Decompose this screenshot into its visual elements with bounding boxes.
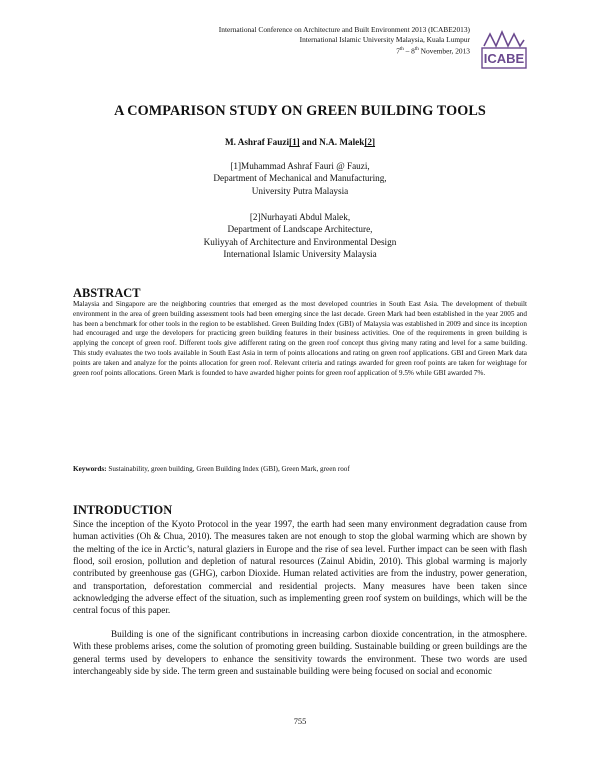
abstract-heading: ABSTRACT bbox=[73, 286, 141, 300]
icabe-logo bbox=[480, 26, 528, 72]
affiliation-2: [2]Nurhayati Abdul Malek, Department of Landscape Architecture, Kuliyyah of Architecture and Environmental Design International Islamic University Malaysia bbox=[203, 212, 397, 260]
conference-name: International Conference on Architecture and Built Environment 2013 (ICABE2013) bbox=[218, 25, 470, 34]
author1-ref-link[interactable]: [1] bbox=[289, 137, 300, 147]
introduction-paragraph-2: Building is one of the significant contributions in increasing carbon dioxide concentration, in the atmosphere. With these problems arises, come the solution of promoting green building. Sustainable building or green buildings are the general terms used by developers to enhance the sensitivity towards the environment. These two words are used interchangeably side by side. The term green and sustainable building were being focused on social and economic bbox=[73, 629, 527, 677]
conference-venue: International Islamic University Malaysia, Kuala Lumpur bbox=[299, 35, 470, 44]
paper-title: A COMPARISON STUDY ON GREEN BUILDING TOOLS bbox=[114, 103, 486, 119]
affiliation-1: [1]Muhammad Ashraf Fauri @ Fauzi, Department of Mechanical and Manufacturing, University Putra Malaysia bbox=[213, 161, 387, 196]
conference-date: 7th – 8th November, 2013 bbox=[396, 46, 470, 56]
author2-ref-link[interactable]: [2] bbox=[364, 137, 376, 147]
page-number: 755 bbox=[293, 717, 307, 726]
introduction-heading: INTRODUCTION bbox=[73, 503, 173, 517]
conference-header bbox=[110, 25, 470, 56]
abstract-text: Malaysia and Singapore are the neighboring countries that emerged as the most developed countries in South East Asia. The development of thebuilt environment in the area of green building assessment tools had been emerging since the last decade. Green Mark had been established in the year 2005 and has been a benchmark for other tools in the region to be established. Green Building Index (GBI) of Malaysia was established in 2009 and since its inception had encouraged and urge the developers for practicing green building features in their business activities. One of the requirements in green building is applying the concept of green roof. Different tools give adifferent rating on the green roof concept thus giving many rating and level for a same building. This study evaluates the two tools available in South East Asia in term of points allocations and rating on green roof applications. GBI and Green Mark data points are taken and analyze for the points allocation for green roof. Relevant criteria and ratings awarded for green roof points are taken for weightage for green roof points allocations. Green Mark is founded to have awarded higher points for green roof application of 9.5% while GBI awarded 7%. bbox=[73, 300, 527, 377]
logo-text: ICABE bbox=[483, 51, 525, 66]
keywords: Keywords: Sustainability, green building, Green Building Index (GBI), Green Mark, green roof bbox=[73, 465, 350, 473]
author-line: M. Ashraf Fauzi[1] and N.A. Malek[2] bbox=[224, 137, 376, 147]
introduction-paragraph-1: Since the inception of the Kyoto Protocol in the year 1997, the earth had seen many environment degradation cause from human activities (Oh & Chua, 2010). The measures taken are not enough to stop the global warming which are shown by the melting of the ice in Arctic’s, natural glaziers in Europe and the rise of sea level. Further impact can be seen with flash flood, soil erosion, pollution and depletion of natural resources (Zainul Abidin, 2010). This global warming is majorly contributed by greenhouse gas (GHG), carbon Dioxide. Human related activities are from the industry, power generation, and transportation, deforestation commercial and residential projects. Many measures have been taken since acknowledging the adverse effect of the situation, such as implementing green roof system on buildings, which will be the central focus of this paper. bbox=[73, 519, 527, 616]
